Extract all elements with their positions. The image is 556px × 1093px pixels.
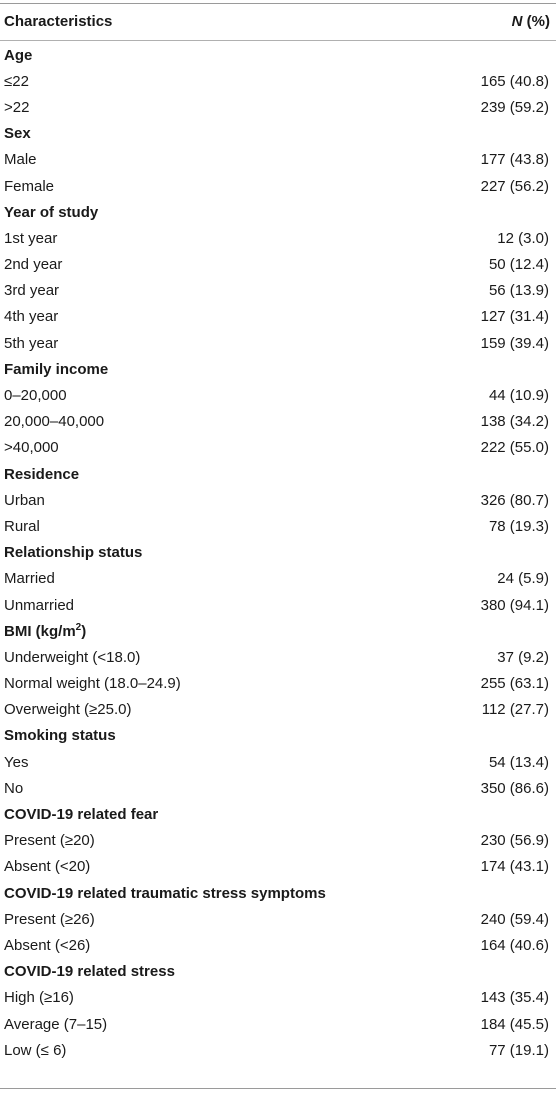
- label-text: COVID-19 related fear: [4, 806, 159, 824]
- label-text: >22: [4, 98, 30, 116]
- row-value: 230 (56.9): [480, 832, 549, 850]
- table-row: [0, 382, 556, 408]
- label-text: Present (≥20): [4, 832, 95, 850]
- label-text: No: [4, 779, 24, 797]
- label-text: Yes: [4, 753, 29, 771]
- table-row: [0, 68, 556, 94]
- label-text: BMI (kg/m: [4, 622, 76, 640]
- label-text: Female: [4, 177, 55, 195]
- row-label: [0, 858, 90, 875]
- row-value: 184 (45.5): [480, 1015, 549, 1033]
- group-heading-label: [0, 727, 116, 744]
- group-heading-row: [0, 723, 556, 749]
- group-heading-label: [0, 963, 175, 980]
- group-heading-label: [0, 125, 31, 142]
- group-heading-row: [0, 540, 556, 566]
- header-n-percent: [512, 13, 556, 30]
- row-value: 326 (80.7): [480, 491, 549, 509]
- table-row: [0, 697, 556, 723]
- row-label: [0, 282, 59, 299]
- label-text: 5th year: [4, 334, 59, 352]
- label-text: Rural: [4, 517, 40, 535]
- row-value: 165 (40.8): [480, 72, 549, 90]
- table-row: [0, 513, 556, 539]
- row-label: [0, 73, 29, 90]
- table-row: [0, 644, 556, 670]
- label-text: 2nd year: [4, 256, 63, 274]
- table-row: [0, 225, 556, 251]
- table-row: [0, 671, 556, 697]
- group-heading-row: [0, 461, 556, 487]
- table-row: [0, 985, 556, 1011]
- table-row: [0, 147, 556, 173]
- row-value: 78 (19.3): [488, 517, 549, 535]
- label-text: Married: [4, 570, 55, 588]
- row-value: 222 (55.0): [480, 439, 549, 457]
- label-text: Age: [4, 46, 33, 64]
- label-text: Urban: [4, 491, 45, 509]
- row-label: [0, 492, 45, 509]
- table-header-rule: [0, 40, 556, 41]
- table-row: [0, 487, 556, 513]
- group-heading-label: [0, 885, 326, 902]
- label-text: Absent (<20): [4, 858, 91, 876]
- row-value: 112 (27.7): [481, 701, 549, 719]
- row-label: [0, 570, 55, 587]
- label-text: 0–20,000: [4, 387, 67, 405]
- group-heading-row: [0, 121, 556, 147]
- row-label: [0, 832, 95, 849]
- table-row: [0, 278, 556, 304]
- row-label: [0, 1042, 66, 1059]
- group-heading-row: [0, 199, 556, 225]
- row-value: 177 (43.8): [480, 151, 549, 169]
- group-heading-row: [0, 880, 556, 906]
- label-text: Year of study: [4, 203, 99, 221]
- header-n: N: [511, 13, 523, 30]
- label-text: Male: [4, 151, 37, 169]
- label-text: Smoking status: [4, 727, 116, 745]
- table-row: [0, 252, 556, 278]
- table-row: [0, 1037, 556, 1063]
- row-value: 56 (13.9): [488, 282, 549, 300]
- row-label: [0, 308, 58, 325]
- row-label: [0, 1016, 107, 1033]
- group-heading-row: [0, 42, 556, 68]
- table-row: [0, 304, 556, 330]
- label-text: 20,000–40,000: [4, 413, 105, 431]
- table-row: [0, 435, 556, 461]
- row-label: [0, 754, 28, 771]
- label-text: Family income: [4, 360, 109, 378]
- label-text: COVID-19 related traumatic stress symptoms: [4, 884, 326, 902]
- table-row: [0, 775, 556, 801]
- row-label: [0, 230, 57, 247]
- row-value: 240 (59.4): [480, 910, 549, 928]
- row-label: [0, 151, 37, 168]
- row-value: 350 (86.6): [480, 779, 549, 797]
- group-heading-label: [0, 466, 79, 483]
- label-text: 1st year: [4, 229, 58, 247]
- row-label: [0, 649, 140, 666]
- label-text: >40,000: [4, 439, 59, 457]
- row-value: 77 (19.1): [488, 1041, 549, 1059]
- row-label: [0, 335, 58, 352]
- row-value: 12 (3.0): [497, 229, 549, 247]
- row-label: [0, 256, 62, 273]
- label-text: High (≥16): [4, 989, 74, 1007]
- group-heading-row: [0, 801, 556, 827]
- row-label: [0, 99, 29, 116]
- row-value: 24 (5.9): [497, 570, 549, 588]
- label-text: 4th year: [4, 308, 59, 326]
- label-text: Underweight (<18.0): [4, 648, 141, 666]
- row-value: 380 (94.1): [480, 596, 549, 614]
- table-row: [0, 906, 556, 932]
- label-text-end: ): [81, 622, 87, 640]
- row-label: [0, 387, 67, 404]
- row-label: [0, 518, 40, 535]
- row-label: [0, 911, 95, 928]
- row-value: 255 (63.1): [480, 675, 549, 693]
- table-header-row: [0, 3, 556, 40]
- label-text: 3rd year: [4, 282, 60, 300]
- table-row: [0, 749, 556, 775]
- group-heading-label: [0, 806, 158, 823]
- header-percent: (%): [522, 13, 550, 30]
- row-label: [0, 439, 59, 456]
- header-characteristics: Characteristics: [4, 13, 113, 30]
- label-text: Relationship status: [4, 544, 143, 562]
- label-text: ≤22: [4, 72, 29, 90]
- group-heading-label: [0, 361, 108, 378]
- row-label: [0, 413, 104, 430]
- row-value: 54 (13.4): [488, 753, 549, 771]
- row-label: [0, 675, 181, 692]
- label-text: Normal weight (18.0–24.9): [4, 675, 181, 693]
- table-row: [0, 566, 556, 592]
- table-row: [0, 94, 556, 120]
- row-label: [0, 701, 131, 718]
- row-value: 127 (31.4): [480, 308, 549, 326]
- table-row: [0, 854, 556, 880]
- row-value: 239 (59.2): [480, 98, 549, 116]
- label-text: Residence: [4, 465, 80, 483]
- row-label: [0, 597, 74, 614]
- row-value: 159 (39.4): [480, 334, 549, 352]
- row-value: 44 (10.9): [488, 387, 549, 405]
- group-heading-label: [0, 47, 32, 64]
- label-text: Present (≥26): [4, 910, 95, 928]
- table-row: [0, 932, 556, 958]
- table-row: [0, 828, 556, 854]
- label-text: Low (≤ 6): [4, 1041, 67, 1059]
- row-value: 227 (56.2): [480, 177, 549, 195]
- row-value: 143 (35.4): [480, 989, 549, 1007]
- group-heading-row: [0, 356, 556, 382]
- label-text: COVID-19 related stress: [4, 963, 175, 981]
- table-row: [0, 592, 556, 618]
- label-text: Average (7–15): [4, 1015, 108, 1033]
- label-text: Sex: [4, 125, 31, 143]
- label-text: Unmarried: [4, 596, 75, 614]
- label-text: Overweight (≥25.0): [4, 701, 132, 719]
- table-bottom-rule: [0, 1088, 556, 1089]
- row-label: [0, 937, 90, 954]
- row-value: 164 (40.6): [480, 936, 549, 954]
- table-row: [0, 330, 556, 356]
- superscript: 2: [75, 621, 82, 633]
- group-heading-row: [0, 959, 556, 985]
- table-row: [0, 173, 556, 199]
- row-value: 50 (12.4): [488, 256, 549, 274]
- row-label: [0, 989, 74, 1006]
- group-heading-label: [0, 544, 142, 561]
- row-label: [0, 178, 54, 195]
- group-heading-label: [0, 623, 86, 640]
- table-row: [0, 409, 556, 435]
- table-row: [0, 1011, 556, 1037]
- row-value: 174 (43.1): [480, 858, 549, 876]
- group-heading-row: [0, 618, 556, 644]
- table-body: [0, 42, 556, 1063]
- row-value: 37 (9.2): [497, 648, 549, 666]
- row-value: 138 (34.2): [480, 413, 549, 431]
- group-heading-label: [0, 204, 98, 221]
- row-label: [0, 780, 23, 797]
- label-text: Absent (<26): [4, 936, 91, 954]
